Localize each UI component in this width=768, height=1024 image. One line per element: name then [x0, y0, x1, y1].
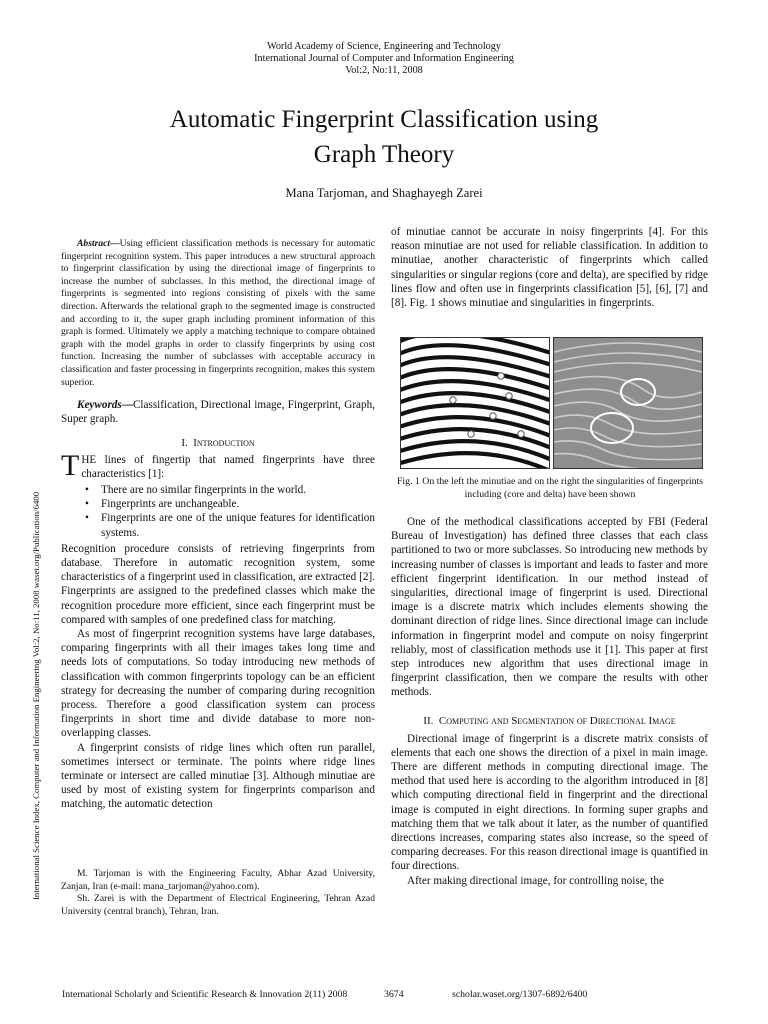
header-line-2: International Journal of Computer and Information Engineering: [254, 53, 514, 64]
drop-cap: T: [61, 448, 80, 482]
side-citation: International Science Index, Computer and Information Engineering Vol:2, No:11, 2008 waset.org/Publication/6400: [31, 491, 41, 900]
authors: Mana Tarjoman, and Shaghayegh Zarei: [285, 186, 483, 200]
intro-first-text: HE lines of fingertip that named fingerprints have three characteristics [1]:: [81, 453, 375, 480]
title-line-2: Graph Theory: [313, 141, 455, 168]
header-line-1: World Academy of Science, Engineering and Technology: [267, 41, 501, 52]
title-line-1: Automatic Fingerprint Classification using: [169, 106, 599, 133]
section-number: II.: [423, 714, 434, 727]
paragraph: A fingerprint consists of ridge lines which often run parallel, sometimes intersect or terminate. The points where ridge lines terminate or intersect are called minutiae [3]. Although minutiae are used by most of existing system for fingerprints comparison and matching, the automatic detection: [61, 741, 375, 811]
section-title: Computing and Segmentation of Directional Image: [438, 714, 676, 727]
bullet-icon: •: [85, 512, 89, 525]
singularities-fingerprint-icon: [554, 338, 702, 468]
bullet-icon: •: [85, 498, 89, 511]
paragraph: As most of fingerprint recognition systems have large databases, comparing fingerprints with all their images takes long time and needs lots of computations. So today introducing new methods of classification with common fingerprints topology can be an efficient strategy for decreasing the number of comparing during recognition process. Therefore a good classification system can process fingerprints in short time and divide database to more non-overlapping classes.: [61, 627, 375, 740]
section-number: I.: [181, 436, 188, 449]
characteristics-list: [61, 483, 375, 540]
bullet-icon: •: [85, 483, 89, 496]
figure-singularities: [553, 337, 703, 469]
paragraph: of minutiae cannot be accurate in noisy fingerprints [4]. For this reason minutiae are not used for reliable classification. In addition to minutiae, another characteristic of fingerprints which called singularities or singular regions (core and delta), are specified by ridge lines flow and often use in fingerprints classification [5], [6], [7] and [8]. Fig. 1 shows minutiae and singularities in fingerprints.: [391, 226, 708, 310]
intro-first-paragraph: [61, 448, 375, 482]
footer-link[interactable]: scholar.waset.org/1307-6892/6400: [452, 989, 588, 1000]
left-column: [61, 238, 375, 812]
introduction-body: [61, 448, 375, 812]
keywords: [61, 398, 375, 426]
section-heading-introduction: [61, 436, 375, 450]
keywords-text: Classification, Directional image, Fingerprint, Graph, Super graph.: [61, 399, 375, 426]
right-column-bottom: [391, 515, 708, 888]
paper-title: [0, 102, 768, 172]
figure-minutiae: [400, 337, 550, 469]
footnote-2: Sh. Zarei is with the Department of Electrical Engineering, Tehran Azad University (central branch), Tehran, Iran.: [61, 893, 375, 917]
abstract: [61, 238, 375, 389]
abstract-dash: —: [110, 238, 120, 249]
figure-caption: Fig. 1 On the left the minutiae and on the right the singularities of fingerprints including (core and delta) have been shown: [396, 476, 704, 500]
right-column-top: [391, 225, 708, 310]
abstract-text: Using efficient classification methods is necessary for automatic fingerprint recognition system. This paper introduces a new structural approach to fingerprint classification by using the directional image of fingerprints to increase the number of subclasses. In this method, the directional image of fingerprints is segmented into regions consisting of pixels with the same direction. Afterwards the relational graph to the segmented image is constructed and according to it, the super graph including prominent information of this graph is formed. Ultimately we apply a matching technique to compare obtained graph with the model graphs in order to classify fingerprints by using cost function. Increasing the number of subclasses with acceptable accuracy in classification and faster processing in fingerprints recognition, makes this system superior.: [61, 238, 375, 388]
footnote-1: M. Tarjoman is with the Engineering Faculty, Abhar Azad University, Zanjan, Iran (e-mail: mana_tarjoman@yahoo.com).: [61, 868, 375, 892]
section-heading-directional-image: [391, 714, 708, 728]
paragraph: One of the methodical classifications accepted by FBI (Federal Bureau of Investigation) has defined three classes that each class partitioned to two or more subclasses. So introducing new methods by increasing number of classes is important and leads to faster and more efficient fingerprint identification. In our method instead of singularities, directional image of fingerprint is used. Directional image is a discrete matrix which includes elements showing the dominant direction of ridge lines. Since directional image can include information in fingerprint model and compute on noisy fingerprint reliably, most of classification methods use it [1]. This paper at first step introduces new algorithm that uses directional image in fingerprint classification, then we compare the results with other methods.: [391, 516, 708, 699]
journal-header: [0, 41, 768, 77]
minutiae-fingerprint-icon: [401, 338, 549, 468]
header-line-3: Vol:2, No:11, 2008: [345, 65, 423, 76]
paragraph: Recognition procedure consists of retrieving fingerprints from database. Therefore in automatic recognition system, some characteristics of a fingerprint used in classification, are extracted [2]. Fingerprints are assigned to the predefined classes which make the recognition procedure more efficient, since each fingerprint must be compared with samples of one predefined class for matching.: [61, 542, 375, 626]
abstract-label: Abstract: [77, 238, 111, 249]
paragraph: After making directional image, for controlling noise, the: [407, 874, 664, 887]
keywords-label: Keywords: [77, 399, 122, 412]
list-item: • Fingerprints are unchangeable.: [85, 498, 240, 511]
list-item: • There are no similar fingerprints in the world.: [85, 483, 307, 496]
footer-left: International Scholarly and Scientific Research & Innovation 2(11) 2008: [62, 989, 348, 1000]
list-item: • Fingerprints are one of the unique features for identification systems.: [85, 512, 375, 539]
footnotes: [61, 868, 375, 918]
paragraph: Directional image of fingerprint is a discrete matrix consists of elements that each one shows the direction of a pixel in main image. There are different methods in computing directional image. The method that used here is according to the algorithm introduced in [8] which computing directional field in fingerprint and the directional image is computed in eight directions. In forming super graphs and matching them that we talk about it later, as the number of quantified directions increases, comparing states also increase, so the speed of comparing decreases. For this reason directional image is quantified in four directions.: [391, 732, 708, 873]
keywords-dash: —: [121, 399, 133, 412]
page-number: 3674: [384, 989, 404, 1000]
section-title: Introduction: [193, 436, 255, 449]
